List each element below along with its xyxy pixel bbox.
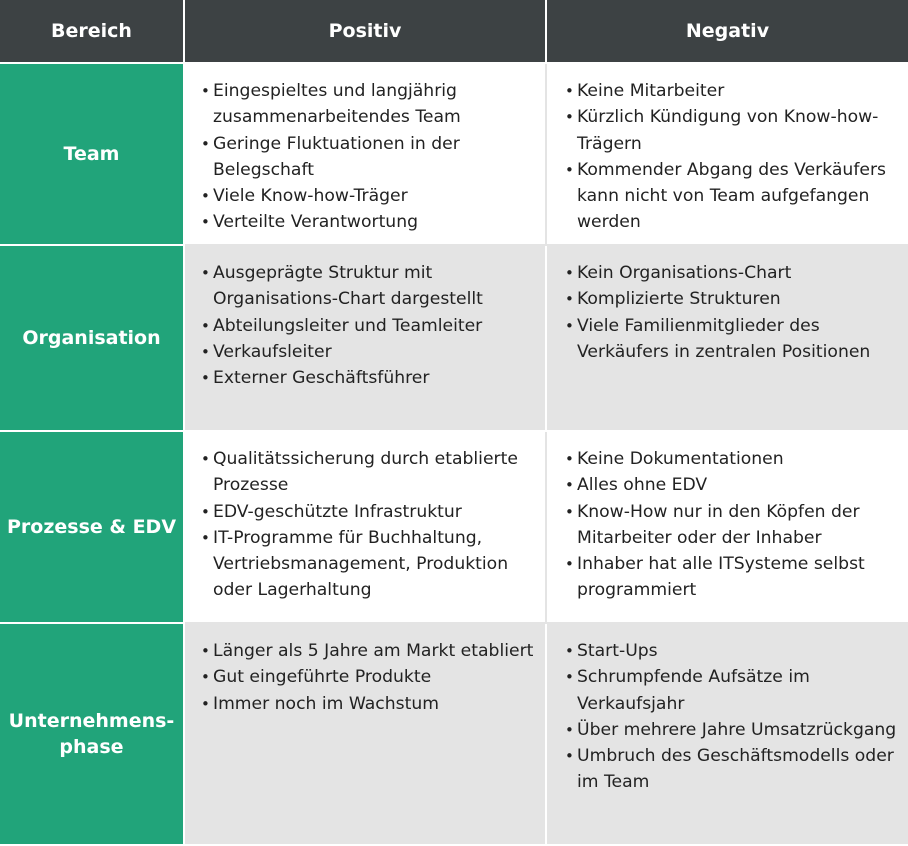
row-unternehmensphase-negative <box>547 624 908 846</box>
area-label: Organisation <box>22 327 161 349</box>
list-item: • Know-How nur in den Köpfen der Mitarbeiter oder der Inhaber <box>577 499 898 552</box>
list-item: • Kommender Abgang des Verkäufers kann nicht von Team aufgefangen werden <box>577 157 898 236</box>
header-area <box>0 0 185 64</box>
row-unternehmensphase-positive <box>185 624 547 846</box>
row-team-positive <box>185 64 547 246</box>
list-item: • Kürzlich Kündigung von Know-how-Trägern <box>577 104 898 157</box>
header-area-label: Bereich <box>51 20 132 42</box>
list-item: • Keine Dokumentationen <box>577 446 898 472</box>
list-item: • Komplizierte Strukturen <box>577 286 898 312</box>
list-item: • Immer noch im Wachstum <box>213 691 535 717</box>
list-item: • EDV-geschützte Infrastruktur <box>213 499 535 525</box>
list-item: • Viele Know-how-Träger <box>213 183 535 209</box>
row-unternehmensphase-area <box>0 624 185 846</box>
list-item: • Verkaufsleiter <box>213 339 535 365</box>
row-organisation-area <box>0 246 185 432</box>
list-item: • Inhaber hat alle ITSysteme selbst programmiert <box>577 551 898 604</box>
area-label: Unternehmens- phase <box>8 710 175 758</box>
list-item: • Über mehrere Jahre Umsatzrückgang <box>577 717 898 743</box>
list-item: • Länger als 5 Jahre am Markt etabliert <box>213 638 535 664</box>
header-positive-label: Positiv <box>328 20 402 42</box>
list-item: • Viele Familienmitglieder des Verkäufers in zentralen Positionen <box>577 313 898 366</box>
list-item: • Keine Mitarbeiter <box>577 78 898 104</box>
list-item: • Geringe Fluktuationen in der Belegschaft <box>213 131 535 184</box>
row-prozesse-area <box>0 432 185 624</box>
row-team-negative <box>547 64 908 246</box>
list-item: • Verteilte Verantwortung <box>213 209 535 235</box>
list-item: • Kein Organisations-Chart <box>577 260 898 286</box>
list-item: • Start-Ups <box>577 638 898 664</box>
list-item: • Gut eingeführte Produkte <box>213 664 535 690</box>
list-item: • IT-Programme für Buchhaltung, Vertriebsmanagement, Produktion oder Lagerhaltung <box>213 525 535 604</box>
list-item: • Schrumpfende Aufsätze im Verkaufsjahr <box>577 664 898 717</box>
list-item: • Eingespieltes und langjährig zusammenarbeitendes Team <box>213 78 535 131</box>
header-negative-label: Negativ <box>685 20 770 42</box>
list-item: • Abteilungsleiter und Teamleiter <box>213 313 535 339</box>
list-item: • Umbruch des Geschäftsmodells oder im Team <box>577 743 898 796</box>
list-item: • Qualitätssicherung durch etablierte Prozesse <box>213 446 535 499</box>
row-organisation-negative <box>547 246 908 432</box>
row-team-area <box>0 64 185 246</box>
header-positive <box>185 0 547 64</box>
row-prozesse-positive <box>185 432 547 624</box>
row-organisation-positive <box>185 246 547 432</box>
area-label: Prozesse & EDV <box>6 516 177 538</box>
row-prozesse-negative <box>547 432 908 624</box>
list-item: • Alles ohne EDV <box>577 472 898 498</box>
header-negative <box>547 0 908 64</box>
area-label: Team <box>63 143 120 165</box>
list-item: • Ausgeprägte Struktur mit Organisations-Chart dargestellt <box>213 260 535 313</box>
list-item: • Externer Geschäftsführer <box>213 365 535 391</box>
